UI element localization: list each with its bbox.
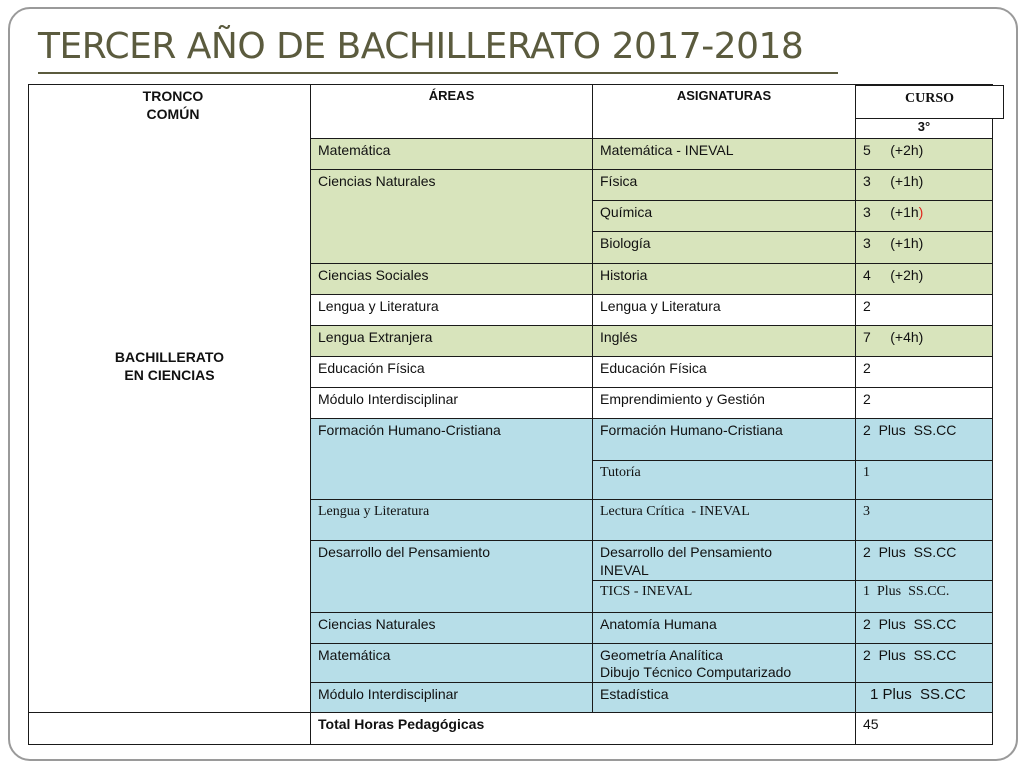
hours-cell: 3 (+1h) xyxy=(856,232,993,263)
subject-cell: Anatomía Humana xyxy=(593,612,856,643)
area-cell: Lengua y Literatura xyxy=(311,294,593,325)
area-cell: Matemática xyxy=(311,643,593,682)
hours-cell: 1 Plus SS.CC xyxy=(856,682,993,712)
curriculum-table xyxy=(28,84,993,745)
subject-cell: Educación Física xyxy=(593,356,856,387)
subject-cell: Lengua y Literatura xyxy=(593,294,856,325)
area-cell: Módulo Interdisciplinar xyxy=(311,682,593,712)
area-cell: Formación Humano-Cristiana xyxy=(311,419,593,500)
subject-cell: Física xyxy=(593,170,856,201)
subject-line-1: Geometría Analítica xyxy=(600,646,723,663)
hours-cell: 1 Plus SS.CC. xyxy=(856,581,993,612)
subject-cell: Formación Humano-Cristiana xyxy=(593,419,856,461)
area-cell: Ciencias Naturales xyxy=(311,612,593,643)
subject-cell xyxy=(593,643,856,682)
title-underline xyxy=(38,72,838,74)
subject-cell: TICS - INEVAL xyxy=(593,581,856,612)
hours-cell: 2 Plus SS.CC xyxy=(856,643,993,682)
hours-cell: 2 Plus SS.CC xyxy=(856,419,993,461)
total-value: 45 xyxy=(856,712,993,744)
hours-cell: 7 (+4h) xyxy=(856,325,993,356)
hours-cell: 2 Plus SS.CC xyxy=(856,541,993,581)
program-label-cell xyxy=(29,85,311,713)
subject-cell: Emprendimiento y Gestión xyxy=(593,387,856,418)
area-cell: Lengua y Literatura xyxy=(311,500,593,541)
hours-cell: 2 xyxy=(856,294,993,325)
subject-cell: Lectura Crítica - INEVAL xyxy=(593,500,856,541)
header-areas: ÁREAS xyxy=(311,85,593,139)
subject-cell: Estadística xyxy=(593,682,856,712)
hours-cell: 5 (+2h) xyxy=(856,139,993,170)
subject-line-2: Dibujo Técnico Computarizado xyxy=(600,664,792,681)
page-title: TERCER AÑO DE BACHILLERATO 2017-2018 xyxy=(38,26,804,67)
area-cell: Ciencias Sociales xyxy=(311,263,593,294)
hours-cell: 3 xyxy=(856,500,993,541)
area-cell: Educación Física xyxy=(311,356,593,387)
total-label: Total Horas Pedagógicas xyxy=(311,712,856,744)
bachillerato-label-line-1: BACHILLERATO xyxy=(114,349,225,365)
subject-cell: Matemática - INEVAL xyxy=(593,139,856,170)
tronco-label-line-2: COMÚN xyxy=(146,105,200,122)
tronco-label-line-1: TRONCO xyxy=(142,88,204,104)
subject-cell: Historia xyxy=(593,263,856,294)
hours-cell: 2 xyxy=(856,387,993,418)
hours-cell: 2 xyxy=(856,356,993,387)
hours-cell: 3 (+1h) xyxy=(856,170,993,201)
area-cell: Desarrollo del Pensamiento xyxy=(311,541,593,612)
hours-cell xyxy=(856,201,993,232)
subject-cell: Tutoría xyxy=(593,461,856,500)
subject-cell: Inglés xyxy=(593,325,856,356)
bachillerato-label xyxy=(29,349,310,384)
hours-cell: 1 xyxy=(856,461,993,500)
area-cell: Matemática xyxy=(311,139,593,170)
hours-paren: ) xyxy=(918,204,924,221)
header-year: 3° xyxy=(856,117,993,139)
area-cell: Lengua Extranjera xyxy=(311,325,593,356)
subject-cell: Biología xyxy=(593,232,856,263)
tronco-comun-label xyxy=(36,88,310,123)
total-spacer xyxy=(29,712,311,744)
subject-cell: Química xyxy=(593,201,856,232)
total-row xyxy=(29,712,993,744)
hours-cell: 4 (+2h) xyxy=(856,263,993,294)
bachillerato-label-line-2: EN CIENCIAS xyxy=(124,366,215,383)
area-cell: Módulo Interdisciplinar xyxy=(311,387,593,418)
hours-value: 3 (+1h xyxy=(863,204,919,221)
area-cell: Ciencias Naturales xyxy=(311,170,593,263)
subject-cell: Desarrollo del Pensamiento INEVAL xyxy=(593,541,856,581)
curso-header: CURSO xyxy=(855,85,1004,119)
hours-cell: 2 Plus SS.CC xyxy=(856,612,993,643)
header-row xyxy=(29,85,993,117)
header-asignaturas: ASIGNATURAS xyxy=(593,85,856,139)
